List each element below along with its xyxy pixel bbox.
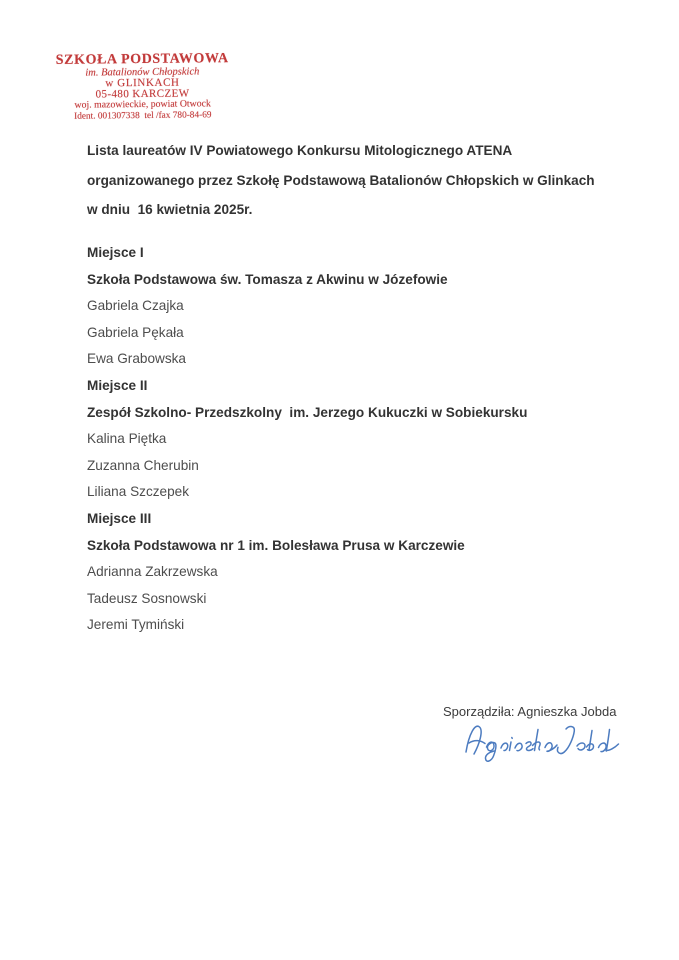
laureate-name: Tadeusz Sosnowski bbox=[87, 590, 207, 606]
school-name-1: Szkoła Podstawowa św. Tomasza z Akwinu w Józefowie bbox=[87, 271, 448, 287]
school-name-3: Szkoła Podstawowa nr 1 im. Bolesława Prusa w Karczewie bbox=[87, 537, 465, 553]
title-line-3: w dniu 16 kwietnia 2025r. bbox=[87, 202, 253, 217]
laureate-name: Adrianna Zakrzewska bbox=[87, 564, 218, 580]
stamp-line-town: w GLINKACH bbox=[105, 76, 180, 90]
place-heading-3: Miejsce III bbox=[87, 510, 152, 526]
laureate-name: Zuzanna Cherubin bbox=[87, 457, 199, 473]
laureate-name: Ewa Grabowska bbox=[87, 351, 186, 367]
place-heading-2: Miejsce II bbox=[87, 377, 148, 393]
laureate-name: Liliana Szczepek bbox=[87, 484, 190, 500]
school-name-2: Zespół Szkolno- Przedszkolny im. Jerzego Kukuczki w Sobiekursku bbox=[87, 404, 528, 420]
signature bbox=[460, 716, 625, 768]
title-line-2: organizowanego przez Szkołę Podstawową Batalionów Chłopskich w Glinkach bbox=[87, 172, 595, 188]
place-heading-1: Miejsce I bbox=[87, 245, 144, 260]
laureate-name: Kalina Piętka bbox=[87, 431, 167, 447]
results-list bbox=[87, 240, 627, 639]
document-title bbox=[87, 136, 607, 225]
stamp-line-ident: Ident. 001307338 tel /fax 780-84-69 bbox=[74, 109, 212, 122]
laureate-name: Gabriela Czajka bbox=[87, 298, 184, 314]
prepared-by-label: Sporządziła: Agnieszka Jobda bbox=[443, 704, 617, 719]
stamp-line-patron: im. Batalionów Chłopskich bbox=[85, 66, 200, 79]
stamp-line-postal: 05-480 KARCZEW bbox=[95, 87, 190, 101]
signature-svg bbox=[460, 716, 625, 768]
laureate-name: Gabriela Pękała bbox=[87, 324, 184, 340]
stamp-line-region: woj. mazowieckie, powiat Otwock bbox=[74, 98, 211, 111]
school-stamp bbox=[40, 51, 246, 122]
title-line-1: Lista laureatów IV Powiatowego Konkursu Mitologicznego ATENA bbox=[87, 143, 513, 158]
stamp-line-school-name: SZKOŁA PODSTAWOWA bbox=[55, 51, 229, 68]
laureate-name: Jeremi Tymiński bbox=[87, 617, 185, 633]
